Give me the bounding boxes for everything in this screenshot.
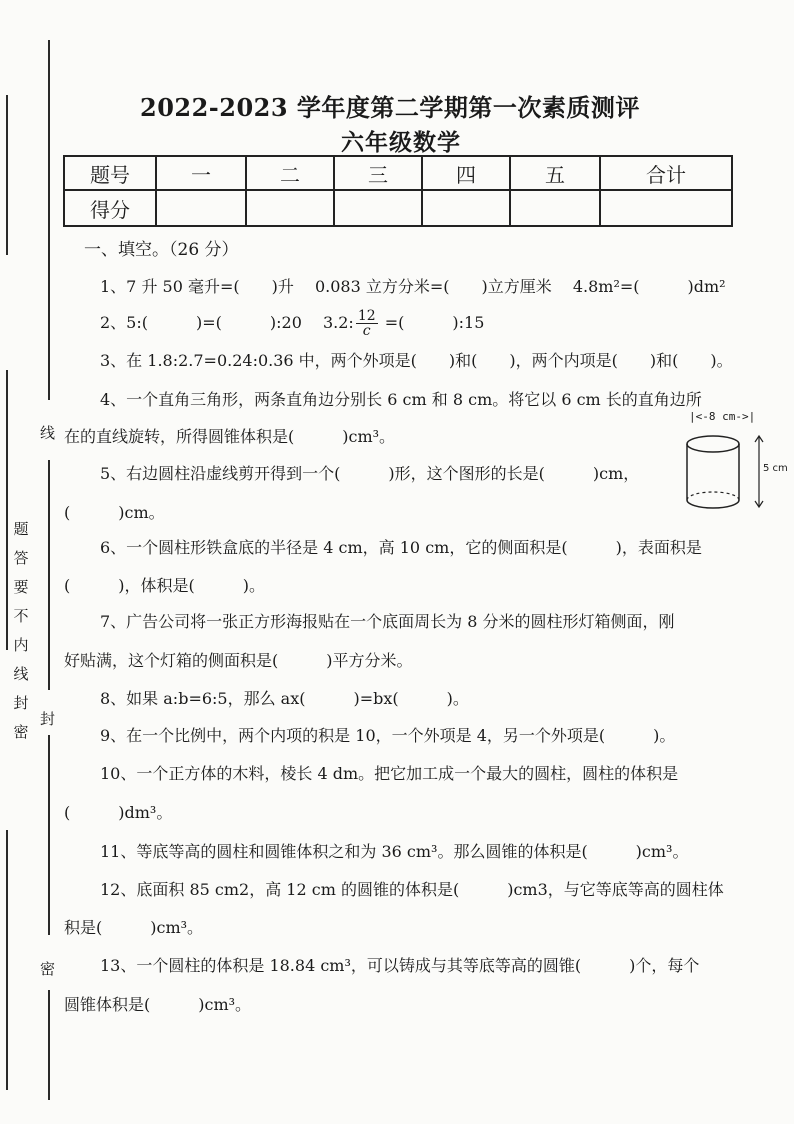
score-header-cell: 合计: [600, 156, 732, 190]
question-1: 1、7 升 50 毫升=( )升 0.083 立方分米=( )立方厘米 4.8m²=( )dm²: [100, 277, 726, 296]
question-6-line-1: 6、一个圆柱形铁盒底的半径是 4 cm，高 10 cm，它的侧面积是( )，表面积是: [100, 538, 702, 557]
question-10-line-1: 10、一个正方体的木料，棱长 4 dm。把它加工成一个最大的圆柱，圆柱的体积是: [100, 764, 679, 783]
seal-mark: 封: [40, 710, 56, 728]
seal-instruction: [12, 522, 30, 754]
score-table-score-row: [64, 190, 732, 226]
question-2: [100, 309, 484, 338]
score-header-cell: 二: [246, 156, 334, 190]
score-header-cell: 一: [156, 156, 246, 190]
question-8: 8、如果 a:b=6:5，那么 ax( )=bx( )。: [100, 689, 469, 708]
score-table: [63, 155, 733, 227]
question-11: 11、等底等高的圆柱和圆锥体积之和为 36 cm³。那么圆锥的体积是( )cm³。: [100, 842, 689, 861]
question-2-text-b: =( ):15: [379, 313, 485, 332]
seal-char: 题: [13, 520, 29, 538]
score-header-cell: 三: [334, 156, 422, 190]
question-7-line-2: 好贴满，这个灯箱的侧面积是( )平方分米。: [64, 651, 413, 670]
question-4-line-1: 4、一个直角三角形，两条直角边分别长 6 cm 和 8 cm。将它以 6 cm 长的直角边所: [100, 390, 702, 409]
question-10-line-2: ( )dm³。: [64, 803, 173, 822]
binding-line-left-2: [6, 370, 8, 650]
question-7-line-1: 7、广告公司将一张正方形海报贴在一个底面周长为 8 分米的圆柱形灯箱侧面，刚: [100, 612, 675, 631]
seal-char: 要: [13, 578, 29, 596]
height-label: 5 cm: [763, 463, 788, 474]
seal-char: 封: [13, 694, 29, 712]
binding-line-main-3: [48, 735, 50, 935]
score-cell[interactable]: [334, 190, 422, 226]
fraction: [356, 309, 378, 338]
page-title: 2022-2023 学年度第二学期第一次素质测评: [140, 93, 640, 122]
seal-char: 密: [13, 723, 29, 741]
score-row-label: 得分: [64, 190, 156, 226]
question-5-line-2: ( )cm。: [64, 503, 165, 522]
score-cell[interactable]: [510, 190, 600, 226]
score-header-cell: 五: [510, 156, 600, 190]
score-cell[interactable]: [600, 190, 732, 226]
score-header-cell: 题号: [64, 156, 156, 190]
score-cell[interactable]: [246, 190, 334, 226]
score-header-cell: 四: [422, 156, 510, 190]
binding-line-main-4: [48, 990, 50, 1100]
binding-line-left-3: [6, 830, 8, 1090]
score-cell[interactable]: [156, 190, 246, 226]
question-12-line-1: 12、底面积 85 cm2，高 12 cm 的圆锥的体积是( )cm3，与它等底等高的圆柱体: [100, 880, 724, 899]
question-2-text-a: 2、5:( )=( ):20 3.2:: [100, 313, 354, 332]
binding-line-main: [48, 40, 50, 400]
bottom-seal-mark: 密: [40, 960, 56, 978]
question-13-line-2: 圆锥体积是( )cm³。: [64, 995, 252, 1014]
score-table-header-row: [64, 156, 732, 190]
question-3: 3、在 1.8:2.7=0.24:0.36 中，两个外项是( )和( )，两个内项是( )和( )。: [100, 351, 733, 370]
score-cell[interactable]: [422, 190, 510, 226]
binding-line-main-2: [48, 460, 50, 690]
binding-line-left: [6, 95, 8, 255]
cylinder-figure: [683, 410, 788, 520]
question-12-line-2: 积是( )cm³。: [64, 918, 204, 937]
section-heading: 一、填空。（26 分）: [84, 240, 239, 260]
question-13-line-1: 13、一个圆柱的体积是 18.84 cm³，可以铸成与其等底等高的圆锥( )个，每个: [100, 956, 700, 975]
fraction-denominator: c: [362, 323, 371, 339]
question-9: 9、在一个比例中，两个内项的积是 10，一个外项是 4，另一个外项是( )。: [100, 726, 676, 745]
diameter-label: |<-8 cm->|: [689, 410, 756, 423]
fraction-numerator: 12: [357, 308, 376, 324]
page-subtitle: 六年级数学: [341, 129, 461, 156]
seal-char: 线: [13, 665, 29, 683]
question-6-line-2: ( )，体积是( )。: [64, 576, 265, 595]
seal-char: 答: [13, 549, 29, 567]
line-mark: 线: [40, 424, 56, 442]
question-5-line-1: 5、右边圆柱沿虚线剪开得到一个( )形，这个图形的长是( )cm，: [100, 464, 640, 483]
seal-char: 不: [13, 607, 29, 625]
seal-char: 内: [13, 636, 29, 654]
question-4-line-2: 在的直线旋转，所得圆锥体积是( )cm³。: [64, 427, 396, 446]
